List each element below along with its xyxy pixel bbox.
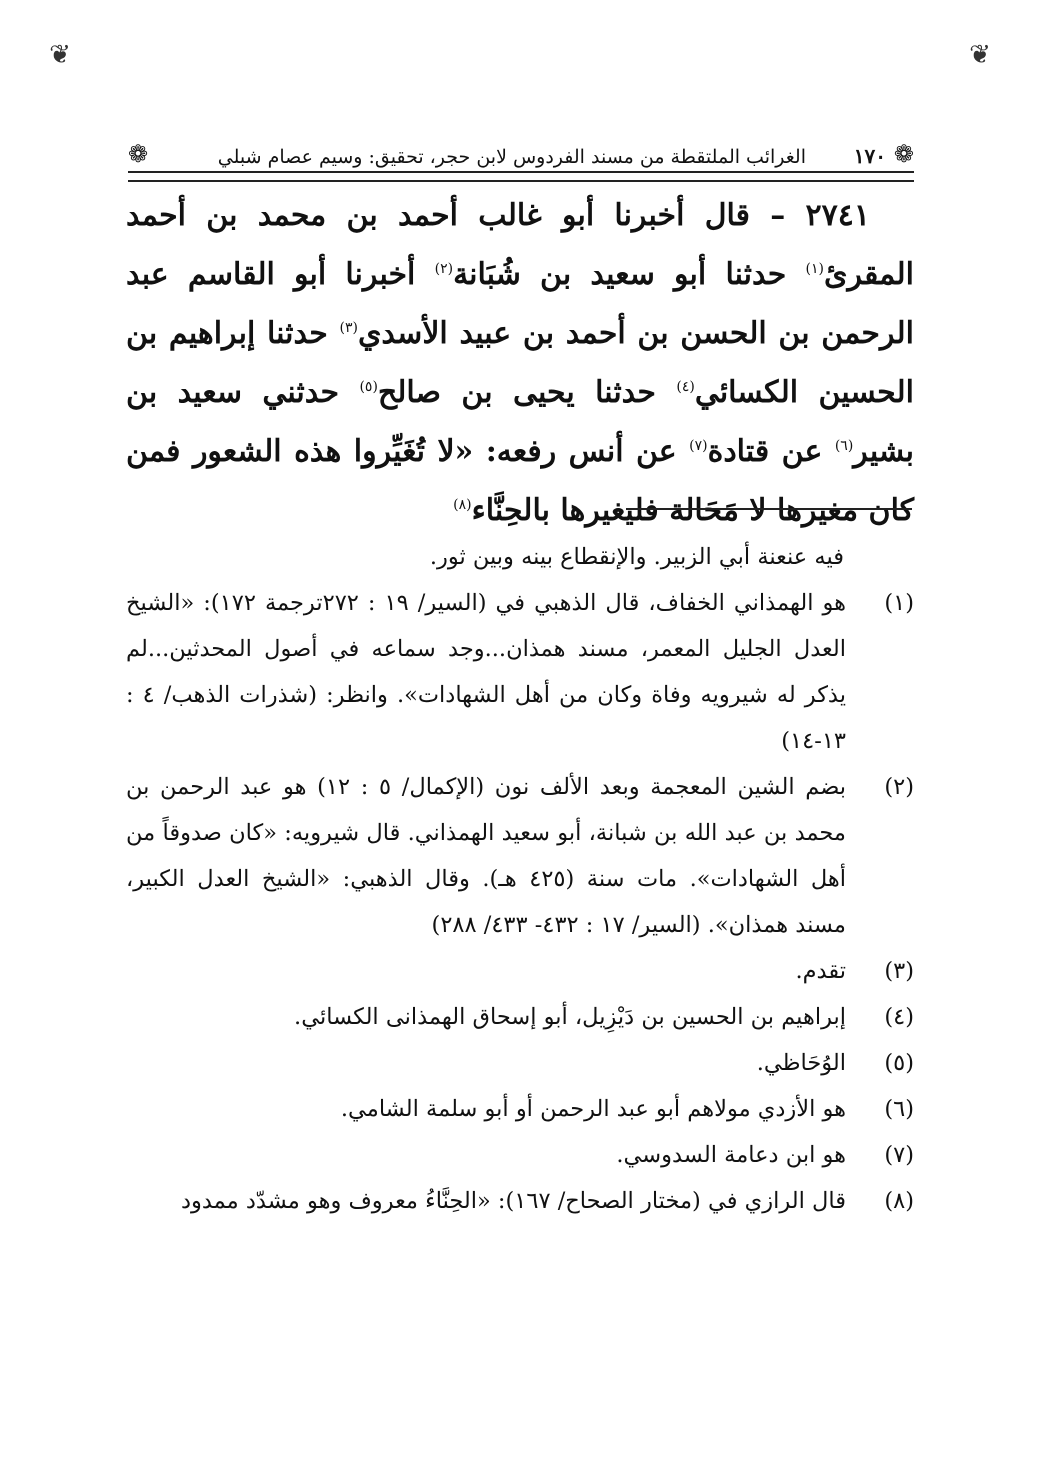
footnote-item bbox=[126, 764, 914, 948]
header-rule bbox=[128, 171, 914, 182]
footnote-text: الوُحَاظي. bbox=[756, 1050, 846, 1076]
footnote-number: (٢) bbox=[884, 774, 914, 800]
footnote-ref-1[interactable]: (١) bbox=[805, 261, 824, 277]
header-ornament-right-icon: ❁ bbox=[893, 140, 914, 168]
footnote-item bbox=[126, 1086, 914, 1132]
footnote-ref-4[interactable]: (٤) bbox=[676, 379, 695, 395]
footnote-number: (١) bbox=[884, 590, 914, 616]
footnote-item bbox=[126, 948, 914, 994]
footnote-text: إبراهيم بن الحسين بن دَيْزِيل، أبو إسحاق الهمذانى الكسائي. bbox=[294, 1004, 846, 1030]
footnote-number: (٧) bbox=[884, 1142, 914, 1168]
footnote-item bbox=[126, 994, 914, 1040]
footnote-number: (٣) bbox=[884, 958, 914, 984]
footnote-text: هو الأزدي مولاهم أبو عبد الرحمن أو أبو سلمة الشامي. bbox=[340, 1096, 846, 1122]
page-number: ١٧٠ bbox=[853, 144, 886, 168]
footnote-text: تقدم. bbox=[795, 958, 846, 984]
footnote-ref-6[interactable]: (٦) bbox=[834, 438, 854, 454]
footnote-ref-2[interactable]: (٢) bbox=[434, 261, 454, 277]
footnote-item bbox=[126, 1132, 914, 1178]
corner-ornament-left: ❦ bbox=[49, 40, 71, 70]
hadith-block bbox=[126, 186, 914, 540]
footnote-lead: فيه عنعنة أبي الزبير. والإنقطاع بينه وبين ثور. bbox=[429, 544, 844, 570]
footnote-number: (٨) bbox=[884, 1188, 914, 1214]
header-ornament-left-icon: ❁ bbox=[128, 140, 149, 168]
footnote-number: (٤) bbox=[884, 1004, 914, 1030]
footnote-ref-7[interactable]: (٧) bbox=[689, 438, 708, 454]
footnote-number: (٥) bbox=[884, 1050, 914, 1076]
footnote-item bbox=[126, 580, 914, 764]
footnote-number: (٦) bbox=[884, 1096, 914, 1122]
footnote-ref-3[interactable]: (٣) bbox=[339, 320, 358, 336]
footnote-text: قال الرازي في (مختار الصحاح/ ١٦٧): «الحِنَّاءُ معروف وهو مشدّد ممدود bbox=[180, 1188, 846, 1214]
footnote-separator bbox=[626, 508, 912, 510]
hadith-number: ٢٧٤١ bbox=[805, 198, 870, 233]
footnote-item bbox=[126, 1178, 914, 1224]
corner-ornament-right: ❦ bbox=[969, 40, 991, 70]
running-title: الغرائب الملتقطة من مسند الفردوس لابن حجر، تحقيق: وسيم عصام شبلي bbox=[217, 146, 806, 168]
footnote-text: هو الهمذاني الخفاف، قال الذهبي في (السير/ ١٩ : ٢٧٢ترجمة ١٧٢): «الشيخ العدل الجليل المعمر، مسند همذان...وجد سماعه في أصول المحدثين...لم يذكر له شيرويه وفاة وكان من أهل الشهادات». وانظر: (شذرات الذهب/ ٤ : ١٣-١٤) bbox=[126, 590, 846, 754]
footnote-text: بضم الشين المعجمة وبعد الألف نون (الإكمال/ ٥ : ١٢) هو عبد الرحمن بن محمد بن عبد الله بن شبانة، أبو سعيد الهمذاني. قال شيرويه: «كان صدوقاً من أهل الشهادات». مات سنة (٤٢٥ هـ). وقال الذهبي: «الشيخ العدل الكبير، مسند همذان». (السير/ ١٧ : ٤٣٢- ٤٣٣/ ٢٨٨) bbox=[126, 774, 846, 938]
footnote-ref-5[interactable]: (٥) bbox=[359, 379, 378, 395]
running-header bbox=[128, 140, 914, 176]
footnote-item bbox=[126, 1040, 914, 1086]
footnotes bbox=[126, 534, 914, 1224]
footnote-text: هو ابن دعامة السدوسي. bbox=[616, 1142, 846, 1168]
hadith-text: ٢٧٤١ – قال أخبرنا أبو غالب أحمد بن محمد بن أحمد المقرئ$^{(١)}$ حدثنا أبو سعيد بن شُبَانة$^{(٢)}$ أخبرنا أبو القاسم عبد الرحمن بن الحسن بن أحمد بن عبيد الأسدي$^{(٣)}$ حدثنا إبراهيم بن الحسين الكسائي$^{(٤)}$ حدثنا يحيى بن صالح$^{(٥)}$ حدثني سعيد بن بشير$^{(٦)}$ عن قتادة$^{(٧)}$ عن أنس رفعه: «لا تُغَيِّروا هذه الشعور فمن كان مغيرها لا مَحَالة فليغيرها بالحِنَّاء$^{(٨)}$ bbox=[126, 198, 915, 528]
footnote-ref-8[interactable]: (٨) bbox=[453, 497, 472, 513]
